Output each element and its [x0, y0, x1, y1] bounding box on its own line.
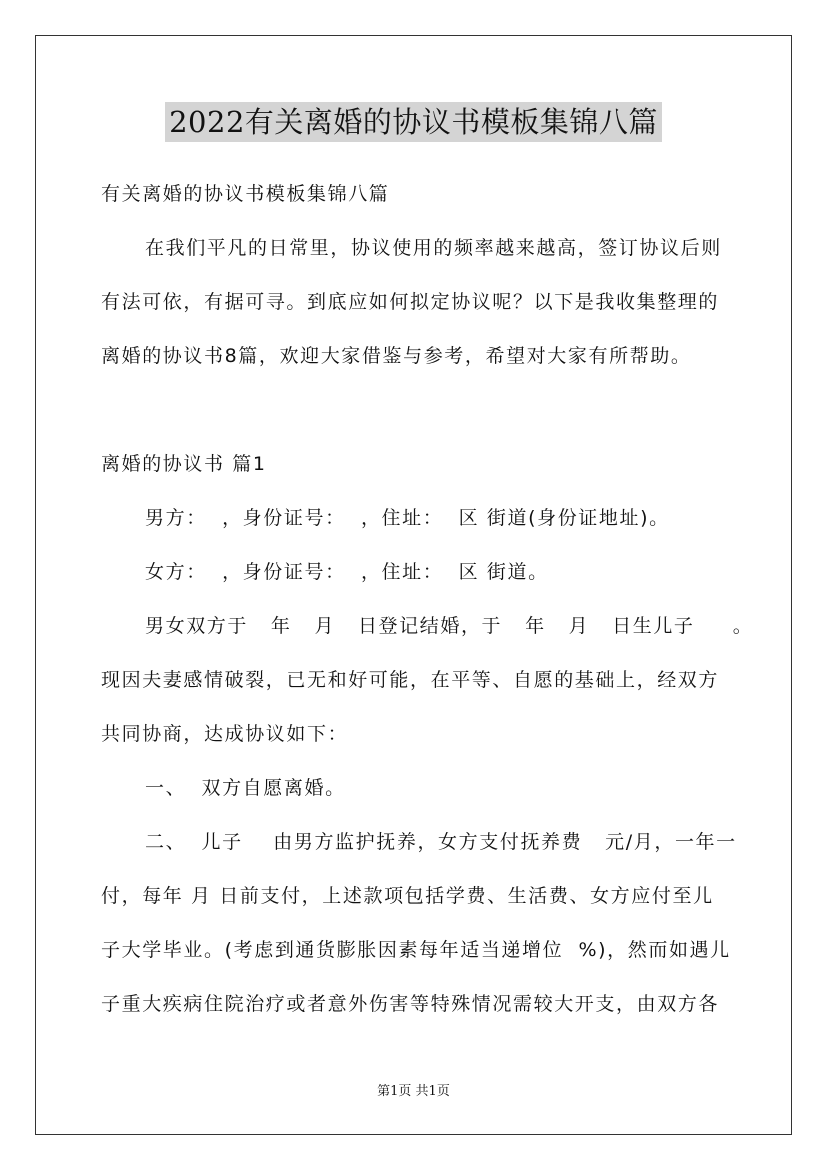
paragraph-line: 有法可依，有据可寻。到底应如何拟定协议呢？以下是我收集整理的 [101, 291, 720, 313]
paragraph-line: 共同协商，达成协议如下： [101, 723, 349, 745]
paragraph-line: 二、 儿子 由男方监护抚养，女方支付抚养费 元/月，一年一 [145, 831, 737, 853]
page-footer: 第1页 共1页 [377, 1084, 450, 1099]
paragraph-line: 男方： ，身份证号： ，住址： 区 街道(身份证地址)。 [145, 507, 670, 529]
paragraph-line: 在我们平凡的日常里，协议使用的频率越来越高，签订协议后则 [145, 237, 722, 259]
paragraph-line: 女方： ，身份证号： ，住址： 区 街道。 [145, 561, 549, 583]
title-container [0, 102, 827, 142]
paragraph-line: 子重大疾病住院治疗或者意外伤害等特殊情况需较大开支，由双方各 [101, 993, 720, 1015]
subtitle-line: 有关离婚的协议书模板集锦八篇 [101, 183, 390, 205]
paragraph-line: 离婚的协议书8篇，欢迎大家借鉴与参考，希望对大家有所帮助。 [101, 345, 692, 367]
paragraph-line: 子大学毕业。(考虑到通货膨胀因素每年适当递增位 %)，然而如遇儿 [101, 939, 731, 961]
paragraph-line: 现因夫妻感情破裂，已无和好可能，在平等、自愿的基础上，经双方 [101, 669, 720, 691]
paragraph-line: 一、 双方自愿离婚。 [145, 777, 346, 799]
paragraph-line: 付，每年 月 日前支付，上述款项包括学费、生活费、女方应付至儿 [101, 885, 714, 907]
document-title: 2022有关离婚的协议书模板集锦八篇 [165, 102, 662, 142]
section-heading: 离婚的协议书 篇1 [101, 453, 267, 475]
paragraph-line: 男女双方于 年 月 日登记结婚，于 年 月 日生儿子 。 [145, 615, 754, 637]
